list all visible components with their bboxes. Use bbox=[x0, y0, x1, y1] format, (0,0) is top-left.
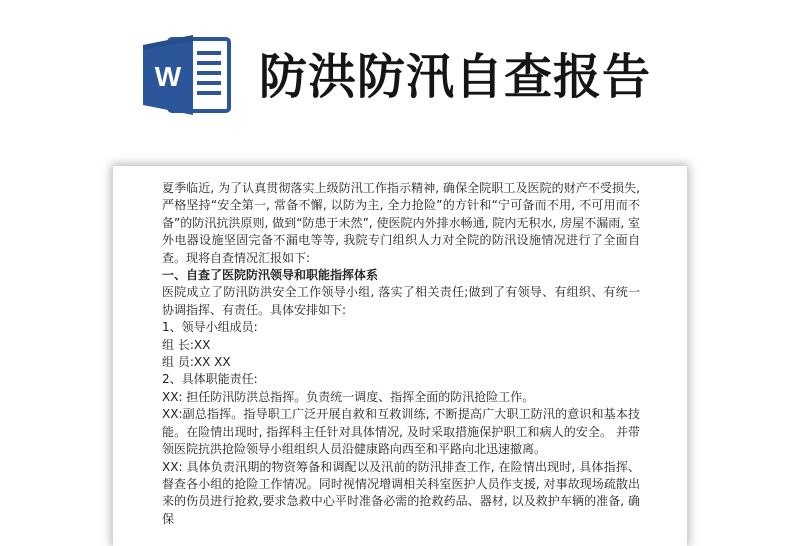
section-heading: 一、自查了医院防汛领导和职能指挥体系 bbox=[162, 268, 379, 283]
document-header bbox=[0, 0, 800, 150]
list-item: 2、具体职能责任: bbox=[162, 372, 258, 387]
body-paragraph: XX: 具体负责汛期的物资筹备和调配以及汛前的防汛排查工作, 在险情出现时, 具体指挥、督查各小组的抢险工作情况。同时视情况增调相关科室医护人员作支援, 对事故现场疏散出来的伤员进行抢救,要求急救中心平时准备必需的抢救药品、器材, 以及救护车辆的准备, 确保 bbox=[162, 459, 640, 526]
body-paragraph: XX: 担任防汛防洪总指挥。负责统一调度、指挥全面的防汛抢险工作。 bbox=[162, 389, 535, 404]
word-icon-letter: W bbox=[154, 61, 182, 92]
list-item: 组 长:XX bbox=[162, 337, 211, 352]
list-item: 组 员:XX XX bbox=[162, 355, 231, 370]
document-body bbox=[162, 180, 640, 528]
list-item: 1、领导小组成员: bbox=[162, 320, 258, 335]
body-paragraph: 医院成立了防汛防洪安全工作领导小组, 落实了相关责任;做到了有领导、有组织、有统一协调指挥、有责任。具体安排如下: bbox=[162, 285, 640, 317]
document-title: 防洪防汛自查报告 bbox=[259, 49, 652, 105]
word-document-icon bbox=[139, 33, 235, 117]
body-paragraph: XX:副总指挥。指导职工广泛开展自救和互救训练, 不断提高广大职工防汛的意识和基本技能。在险情出现时, 指挥科主任针对具体情况, 及时采取措施保护职工和病人的安全。 并带领医院抗洪抢险领导小组组织人员沿健康路向西至和平路向北迅速撤离。 bbox=[162, 407, 640, 457]
intro-paragraph: 夏季临近, 为了认真贯彻落实上级防汛工作指示精神, 确保全院职工及医院的财产不受损失, 严格坚持“安全第一, 常备不懈, 以防为主, 全力抢险”的方针和“宁可备而不用, 不可用而不备”的防汛抗洪原则, 做到“防患于未然”, 使医院内外排水畅通, 院内无积水, 房屋不漏雨, 室外电器设施坚固完备不漏电等等, 我院专门组织人力对全院的防汛设施情况进行了全面自查。现将自查情况汇报如下: bbox=[162, 181, 640, 265]
document-page bbox=[113, 166, 687, 546]
